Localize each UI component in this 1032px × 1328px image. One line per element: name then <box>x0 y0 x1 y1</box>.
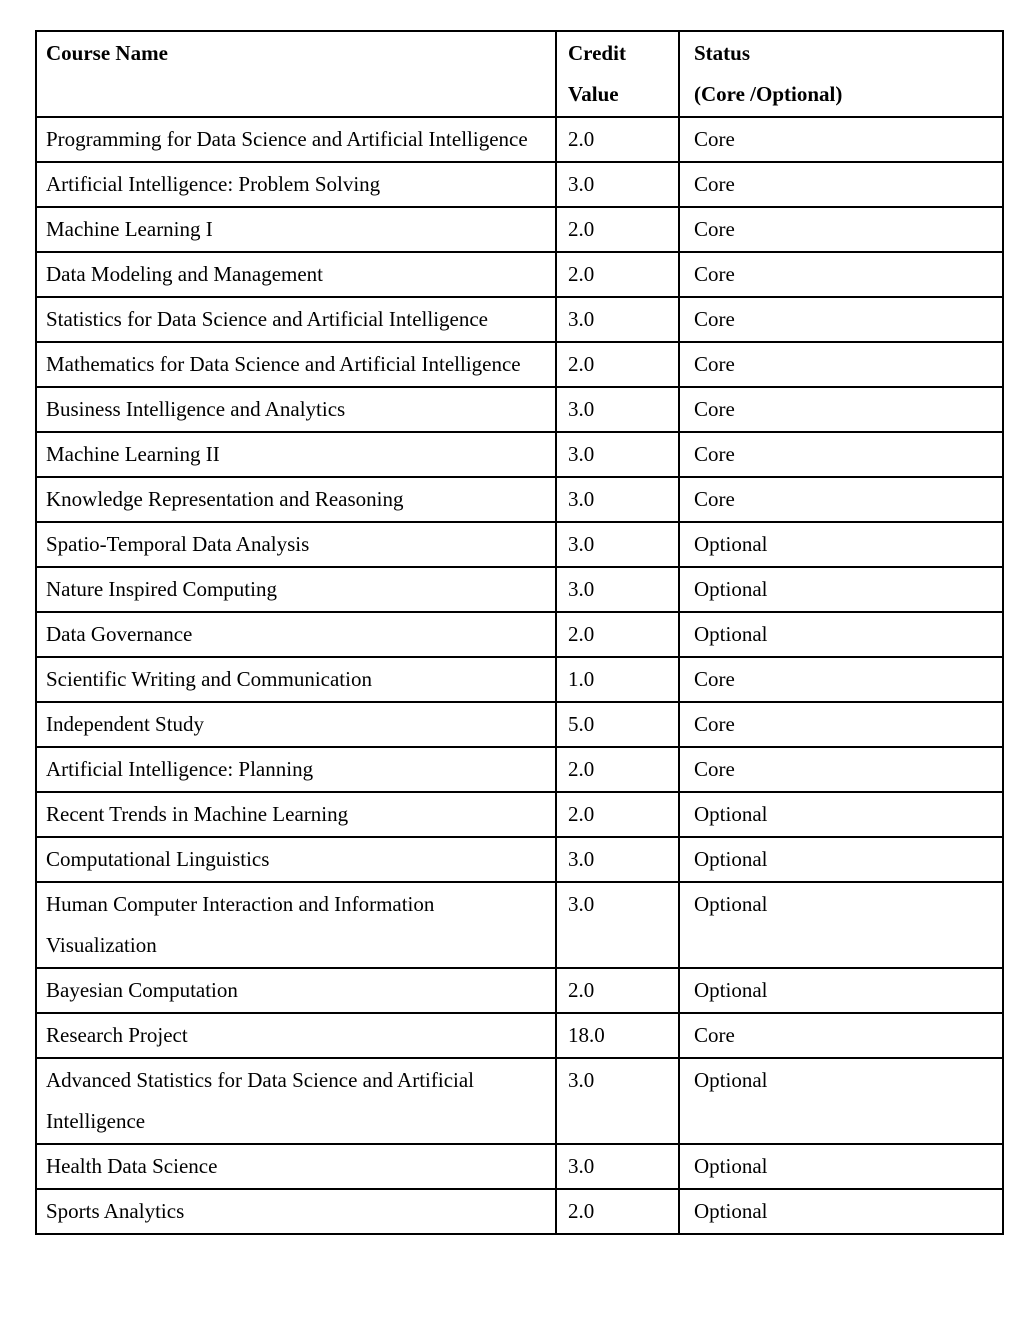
credit-value-cell: 2.0 <box>556 207 679 252</box>
status-cell: Core <box>679 297 1003 342</box>
table-row <box>36 1013 1003 1058</box>
credit-value-cell: 3.0 <box>556 387 679 432</box>
header-status <box>679 31 1003 117</box>
credit-value-cell: 2.0 <box>556 342 679 387</box>
table-row <box>36 522 1003 567</box>
course-name-cell: Bayesian Computation <box>36 968 556 1013</box>
course-name-cell: Sports Analytics <box>36 1189 556 1234</box>
credit-value-cell: 3.0 <box>556 162 679 207</box>
course-name-cell: Knowledge Representation and Reasoning <box>36 477 556 522</box>
credit-value-cell: 2.0 <box>556 612 679 657</box>
header-course-name-label: Course Name <box>46 41 168 65</box>
header-credit-line2: Value <box>568 82 619 106</box>
table-row <box>36 968 1003 1013</box>
status-cell: Optional <box>679 882 1003 968</box>
table-row <box>36 702 1003 747</box>
status-cell: Core <box>679 342 1003 387</box>
table-row <box>36 432 1003 477</box>
status-cell: Core <box>679 387 1003 432</box>
course-name-cell: Business Intelligence and Analytics <box>36 387 556 432</box>
table-row <box>36 1058 1003 1144</box>
credit-value-cell: 5.0 <box>556 702 679 747</box>
table-row <box>36 792 1003 837</box>
table-row <box>36 297 1003 342</box>
table-row <box>36 1189 1003 1234</box>
credit-value-cell: 3.0 <box>556 1144 679 1189</box>
status-cell: Core <box>679 162 1003 207</box>
status-cell: Core <box>679 117 1003 162</box>
table-row <box>36 162 1003 207</box>
header-status-line1: Status <box>694 41 751 65</box>
course-name-cell: Recent Trends in Machine Learning <box>36 792 556 837</box>
course-name-cell: Artificial Intelligence: Problem Solving <box>36 162 556 207</box>
table-row <box>36 207 1003 252</box>
credit-value-cell: 3.0 <box>556 297 679 342</box>
credit-value-cell: 3.0 <box>556 477 679 522</box>
course-name-cell: Programming for Data Science and Artificial Intelligence <box>36 117 556 162</box>
table-row <box>36 117 1003 162</box>
table-row <box>36 477 1003 522</box>
course-name-cell: Machine Learning II <box>36 432 556 477</box>
credit-value-cell: 2.0 <box>556 1189 679 1234</box>
credit-value-cell: 3.0 <box>556 522 679 567</box>
credit-value-cell: 2.0 <box>556 792 679 837</box>
course-name-cell: Research Project <box>36 1013 556 1058</box>
course-name-cell: Artificial Intelligence: Planning <box>36 747 556 792</box>
course-name-cell: Scientific Writing and Communication <box>36 657 556 702</box>
status-cell: Core <box>679 657 1003 702</box>
course-name-cell: Advanced Statistics for Data Science and Artificial Intelligence <box>36 1058 556 1144</box>
table-row <box>36 387 1003 432</box>
status-cell: Optional <box>679 792 1003 837</box>
table-row <box>36 747 1003 792</box>
credit-value-cell: 3.0 <box>556 882 679 968</box>
credit-value-cell: 3.0 <box>556 837 679 882</box>
status-cell: Core <box>679 252 1003 297</box>
course-name-cell: Computational Linguistics <box>36 837 556 882</box>
credit-value-cell: 2.0 <box>556 252 679 297</box>
table-row <box>36 252 1003 297</box>
table-row <box>36 657 1003 702</box>
course-name-cell: Independent Study <box>36 702 556 747</box>
credit-value-cell: 2.0 <box>556 968 679 1013</box>
header-course-name <box>36 31 556 117</box>
course-name-cell: Health Data Science <box>36 1144 556 1189</box>
status-cell: Optional <box>679 1144 1003 1189</box>
course-name-cell: Statistics for Data Science and Artificial Intelligence <box>36 297 556 342</box>
credit-value-cell: 3.0 <box>556 1058 679 1144</box>
header-credit-line1: Credit <box>568 41 626 65</box>
status-cell: Core <box>679 1013 1003 1058</box>
credit-value-cell: 3.0 <box>556 432 679 477</box>
status-cell: Core <box>679 477 1003 522</box>
course-name-cell: Machine Learning I <box>36 207 556 252</box>
status-cell: Optional <box>679 1189 1003 1234</box>
credit-value-cell: 3.0 <box>556 567 679 612</box>
credit-value-cell: 18.0 <box>556 1013 679 1058</box>
course-table <box>35 30 1004 1235</box>
table-row <box>36 1144 1003 1189</box>
course-name-cell: Data Governance <box>36 612 556 657</box>
status-cell: Core <box>679 432 1003 477</box>
table-row <box>36 342 1003 387</box>
status-cell: Optional <box>679 968 1003 1013</box>
header-credit-value <box>556 31 679 117</box>
table-row <box>36 882 1003 968</box>
status-cell: Optional <box>679 612 1003 657</box>
table-row <box>36 837 1003 882</box>
course-name-cell: Human Computer Interaction and Information Visualization <box>36 882 556 968</box>
table-row <box>36 567 1003 612</box>
course-name-cell: Spatio-Temporal Data Analysis <box>36 522 556 567</box>
status-cell: Optional <box>679 837 1003 882</box>
status-cell: Optional <box>679 1058 1003 1144</box>
table-row <box>36 612 1003 657</box>
status-cell: Optional <box>679 522 1003 567</box>
header-status-line2: (Core /Optional) <box>694 82 843 106</box>
course-name-cell: Data Modeling and Management <box>36 252 556 297</box>
table-body <box>36 117 1003 1234</box>
credit-value-cell: 2.0 <box>556 117 679 162</box>
status-cell: Core <box>679 207 1003 252</box>
status-cell: Optional <box>679 567 1003 612</box>
credit-value-cell: 1.0 <box>556 657 679 702</box>
course-name-cell: Mathematics for Data Science and Artificial Intelligence <box>36 342 556 387</box>
header-row <box>36 31 1003 117</box>
credit-value-cell: 2.0 <box>556 747 679 792</box>
course-name-cell: Nature Inspired Computing <box>36 567 556 612</box>
status-cell: Core <box>679 747 1003 792</box>
status-cell: Core <box>679 702 1003 747</box>
